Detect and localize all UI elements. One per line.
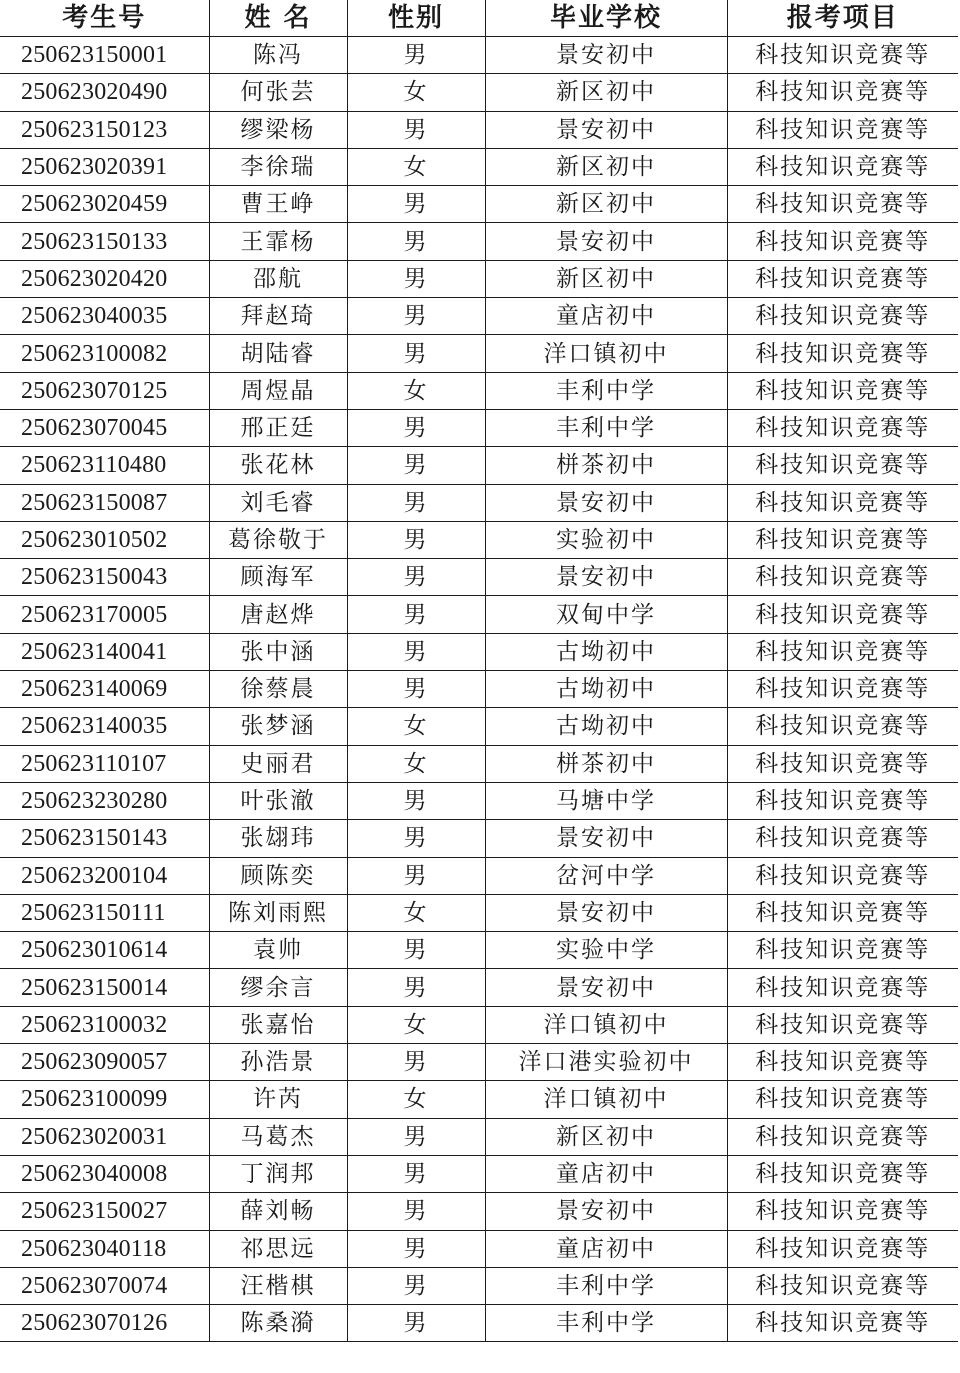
event-cell: 科技知识竞赛等 <box>727 223 958 260</box>
student-name-cell: 张梦涵 <box>209 708 347 745</box>
student-name-cell: 顾海军 <box>209 559 347 596</box>
student-name-cell: 马葛杰 <box>209 1118 347 1155</box>
gender-cell: 男 <box>347 633 485 670</box>
event-cell: 科技知识竞赛等 <box>727 708 958 745</box>
event-cell: 科技知识竞赛等 <box>727 596 958 633</box>
school-cell: 实验初中 <box>485 521 727 558</box>
gender-cell: 男 <box>347 484 485 521</box>
event-cell: 科技知识竞赛等 <box>727 969 958 1006</box>
gender-cell: 男 <box>347 298 485 335</box>
gender-cell: 男 <box>347 1044 485 1081</box>
table-body <box>0 37 958 1342</box>
student-name-cell: 张花林 <box>209 447 347 484</box>
school-cell: 童店初中 <box>485 1155 727 1192</box>
event-cell: 科技知识竞赛等 <box>727 298 958 335</box>
exam-number-cell: 250623150111 <box>0 894 209 931</box>
gender-cell: 男 <box>347 1155 485 1192</box>
table-row <box>0 223 958 260</box>
school-cell: 新区初中 <box>485 1118 727 1155</box>
school-cell: 景安初中 <box>485 820 727 857</box>
exam-number-cell: 250623070045 <box>0 409 209 446</box>
student-name-cell: 薛刘畅 <box>209 1193 347 1230</box>
exam-number-cell: 250623100032 <box>0 1006 209 1043</box>
event-cell: 科技知识竞赛等 <box>727 1155 958 1192</box>
school-cell: 新区初中 <box>485 148 727 185</box>
gender-cell: 男 <box>347 521 485 558</box>
exam-number-cell: 250623110480 <box>0 447 209 484</box>
exam-number-cell: 250623140069 <box>0 671 209 708</box>
exam-number-cell: 250623150123 <box>0 111 209 148</box>
event-cell: 科技知识竞赛等 <box>727 260 958 297</box>
student-name-cell: 缪余言 <box>209 969 347 1006</box>
table-row <box>0 559 958 596</box>
student-name-cell: 袁帅 <box>209 932 347 969</box>
gender-cell: 女 <box>347 1081 485 1118</box>
school-cell: 洋口港实验初中 <box>485 1044 727 1081</box>
school-cell: 丰利中学 <box>485 372 727 409</box>
school-cell: 景安初中 <box>485 559 727 596</box>
event-cell: 科技知识竞赛等 <box>727 820 958 857</box>
event-cell: 科技知识竞赛等 <box>727 1081 958 1118</box>
header-school: 毕业学校 <box>485 0 727 37</box>
school-cell: 实验中学 <box>485 932 727 969</box>
table-row <box>0 1044 958 1081</box>
school-cell: 丰利中学 <box>485 409 727 446</box>
gender-cell: 女 <box>347 1006 485 1043</box>
event-cell: 科技知识竞赛等 <box>727 1044 958 1081</box>
gender-cell: 男 <box>347 260 485 297</box>
gender-cell: 男 <box>347 559 485 596</box>
school-cell: 新区初中 <box>485 74 727 111</box>
table-row <box>0 74 958 111</box>
table-row <box>0 186 958 223</box>
school-cell: 景安初中 <box>485 223 727 260</box>
table-row <box>0 521 958 558</box>
gender-cell: 男 <box>347 335 485 372</box>
gender-cell: 男 <box>347 1118 485 1155</box>
exam-number-cell: 250623100082 <box>0 335 209 372</box>
gender-cell: 女 <box>347 148 485 185</box>
gender-cell: 男 <box>347 223 485 260</box>
event-cell: 科技知识竞赛等 <box>727 1267 958 1304</box>
exam-number-cell: 250623230280 <box>0 782 209 819</box>
event-cell: 科技知识竞赛等 <box>727 484 958 521</box>
school-cell: 岔河中学 <box>485 857 727 894</box>
table-row <box>0 857 958 894</box>
gender-cell: 男 <box>347 1305 485 1342</box>
gender-cell: 女 <box>347 745 485 782</box>
table-row <box>0 1230 958 1267</box>
exam-number-cell: 250623170005 <box>0 596 209 633</box>
exam-number-cell: 250623100099 <box>0 1081 209 1118</box>
school-cell: 洋口镇初中 <box>485 1006 727 1043</box>
school-cell: 丰利中学 <box>485 1267 727 1304</box>
event-cell: 科技知识竞赛等 <box>727 447 958 484</box>
exam-number-cell: 250623150027 <box>0 1193 209 1230</box>
header-name: 姓 名 <box>209 0 347 37</box>
student-name-cell: 葛徐敬于 <box>209 521 347 558</box>
student-name-cell: 祁思远 <box>209 1230 347 1267</box>
student-name-cell: 陈桑漪 <box>209 1305 347 1342</box>
event-cell: 科技知识竞赛等 <box>727 1118 958 1155</box>
student-name-cell: 缪梁杨 <box>209 111 347 148</box>
header-row <box>0 0 958 37</box>
school-cell: 景安初中 <box>485 37 727 74</box>
table-row <box>0 372 958 409</box>
student-name-cell: 许芮 <box>209 1081 347 1118</box>
table-row <box>0 335 958 372</box>
gender-cell: 女 <box>347 894 485 931</box>
event-cell: 科技知识竞赛等 <box>727 372 958 409</box>
gender-cell: 男 <box>347 1230 485 1267</box>
school-cell: 双甸中学 <box>485 596 727 633</box>
school-cell: 景安初中 <box>485 1193 727 1230</box>
exam-number-cell: 250623140041 <box>0 633 209 670</box>
table-row <box>0 148 958 185</box>
header-exam-number: 考生号 <box>0 0 209 37</box>
table-row <box>0 111 958 148</box>
exam-number-cell: 250623140035 <box>0 708 209 745</box>
exam-number-cell: 250623020490 <box>0 74 209 111</box>
student-name-cell: 邢正廷 <box>209 409 347 446</box>
school-cell: 栟茶初中 <box>485 447 727 484</box>
student-name-cell: 张翃玮 <box>209 820 347 857</box>
school-cell: 古坳初中 <box>485 708 727 745</box>
school-cell: 新区初中 <box>485 186 727 223</box>
school-cell: 新区初中 <box>485 260 727 297</box>
event-cell: 科技知识竞赛等 <box>727 148 958 185</box>
student-name-cell: 刘毛睿 <box>209 484 347 521</box>
gender-cell: 男 <box>347 857 485 894</box>
table-row <box>0 1305 958 1342</box>
school-cell: 景安初中 <box>485 484 727 521</box>
table-row <box>0 596 958 633</box>
event-cell: 科技知识竞赛等 <box>727 74 958 111</box>
table-row <box>0 782 958 819</box>
table-row <box>0 409 958 446</box>
school-cell: 古坳初中 <box>485 671 727 708</box>
exam-number-cell: 250623150001 <box>0 37 209 74</box>
exam-number-cell: 250623010502 <box>0 521 209 558</box>
table-row <box>0 745 958 782</box>
table-row <box>0 633 958 670</box>
table-row <box>0 1081 958 1118</box>
student-name-cell: 汪楷棋 <box>209 1267 347 1304</box>
exam-number-cell: 250623070126 <box>0 1305 209 1342</box>
table-row <box>0 447 958 484</box>
student-name-cell: 顾陈奕 <box>209 857 347 894</box>
school-cell: 丰利中学 <box>485 1305 727 1342</box>
exam-number-cell: 250623010614 <box>0 932 209 969</box>
student-name-cell: 周煜晶 <box>209 372 347 409</box>
school-cell: 童店初中 <box>485 298 727 335</box>
school-cell: 马塘中学 <box>485 782 727 819</box>
gender-cell: 男 <box>347 409 485 446</box>
gender-cell: 女 <box>347 74 485 111</box>
event-cell: 科技知识竞赛等 <box>727 1006 958 1043</box>
table-row <box>0 484 958 521</box>
gender-cell: 男 <box>347 111 485 148</box>
student-name-cell: 胡陆睿 <box>209 335 347 372</box>
table-row <box>0 894 958 931</box>
event-cell: 科技知识竞赛等 <box>727 111 958 148</box>
exam-number-cell: 250623020420 <box>0 260 209 297</box>
exam-number-cell: 250623040035 <box>0 298 209 335</box>
table-header <box>0 0 958 37</box>
exam-number-cell: 250623150143 <box>0 820 209 857</box>
student-name-cell: 陈刘雨熙 <box>209 894 347 931</box>
student-name-cell: 张嘉怡 <box>209 1006 347 1043</box>
school-cell: 景安初中 <box>485 969 727 1006</box>
exam-number-cell: 250623150087 <box>0 484 209 521</box>
student-name-cell: 何张芸 <box>209 74 347 111</box>
exam-number-cell: 250623020391 <box>0 148 209 185</box>
school-cell: 景安初中 <box>485 111 727 148</box>
gender-cell: 男 <box>347 671 485 708</box>
table-row <box>0 1118 958 1155</box>
table-row <box>0 37 958 74</box>
exam-number-cell: 250623110107 <box>0 745 209 782</box>
student-name-cell: 邵航 <box>209 260 347 297</box>
table-row <box>0 969 958 1006</box>
event-cell: 科技知识竞赛等 <box>727 782 958 819</box>
gender-cell: 男 <box>347 932 485 969</box>
gender-cell: 女 <box>347 372 485 409</box>
event-cell: 科技知识竞赛等 <box>727 559 958 596</box>
student-name-cell: 王霏杨 <box>209 223 347 260</box>
event-cell: 科技知识竞赛等 <box>727 37 958 74</box>
gender-cell: 男 <box>347 186 485 223</box>
event-cell: 科技知识竞赛等 <box>727 1305 958 1342</box>
event-cell: 科技知识竞赛等 <box>727 1230 958 1267</box>
student-name-cell: 丁润邦 <box>209 1155 347 1192</box>
student-name-cell: 陈冯 <box>209 37 347 74</box>
gender-cell: 男 <box>347 596 485 633</box>
table-row <box>0 1267 958 1304</box>
gender-cell: 女 <box>347 708 485 745</box>
table-row <box>0 260 958 297</box>
gender-cell: 男 <box>347 37 485 74</box>
table-row <box>0 671 958 708</box>
student-name-cell: 孙浩景 <box>209 1044 347 1081</box>
student-name-cell: 史丽君 <box>209 745 347 782</box>
exam-number-cell: 250623020031 <box>0 1118 209 1155</box>
school-cell: 景安初中 <box>485 894 727 931</box>
exam-number-cell: 250623020459 <box>0 186 209 223</box>
student-name-cell: 徐蔡晨 <box>209 671 347 708</box>
exam-number-cell: 250623150043 <box>0 559 209 596</box>
student-name-cell: 拜赵琦 <box>209 298 347 335</box>
header-event: 报考项目 <box>727 0 958 37</box>
event-cell: 科技知识竞赛等 <box>727 633 958 670</box>
exam-number-cell: 250623040118 <box>0 1230 209 1267</box>
event-cell: 科技知识竞赛等 <box>727 857 958 894</box>
table-row <box>0 708 958 745</box>
exam-number-cell: 250623070125 <box>0 372 209 409</box>
event-cell: 科技知识竞赛等 <box>727 186 958 223</box>
school-cell: 古坳初中 <box>485 633 727 670</box>
gender-cell: 男 <box>347 820 485 857</box>
student-name-cell: 叶张澈 <box>209 782 347 819</box>
exam-number-cell: 250623150014 <box>0 969 209 1006</box>
gender-cell: 男 <box>347 969 485 1006</box>
school-cell: 童店初中 <box>485 1230 727 1267</box>
school-cell: 洋口镇初中 <box>485 1081 727 1118</box>
event-cell: 科技知识竞赛等 <box>727 932 958 969</box>
school-cell: 栟茶初中 <box>485 745 727 782</box>
event-cell: 科技知识竞赛等 <box>727 409 958 446</box>
exam-number-cell: 250623040008 <box>0 1155 209 1192</box>
school-cell: 洋口镇初中 <box>485 335 727 372</box>
header-gender: 性别 <box>347 0 485 37</box>
student-name-cell: 唐赵烨 <box>209 596 347 633</box>
student-name-cell: 李徐瑞 <box>209 148 347 185</box>
gender-cell: 男 <box>347 782 485 819</box>
table-row <box>0 1155 958 1192</box>
student-name-cell: 张中涵 <box>209 633 347 670</box>
event-cell: 科技知识竞赛等 <box>727 335 958 372</box>
table-row <box>0 1006 958 1043</box>
exam-number-cell: 250623090057 <box>0 1044 209 1081</box>
table-row <box>0 298 958 335</box>
event-cell: 科技知识竞赛等 <box>727 894 958 931</box>
event-cell: 科技知识竞赛等 <box>727 1193 958 1230</box>
table-row <box>0 932 958 969</box>
exam-number-cell: 250623070074 <box>0 1267 209 1304</box>
event-cell: 科技知识竞赛等 <box>727 521 958 558</box>
gender-cell: 男 <box>347 447 485 484</box>
event-cell: 科技知识竞赛等 <box>727 671 958 708</box>
table-row <box>0 820 958 857</box>
exam-number-cell: 250623200104 <box>0 857 209 894</box>
exam-number-cell: 250623150133 <box>0 223 209 260</box>
table-row <box>0 1193 958 1230</box>
student-name-cell: 曹王峥 <box>209 186 347 223</box>
event-cell: 科技知识竞赛等 <box>727 745 958 782</box>
gender-cell: 男 <box>347 1193 485 1230</box>
gender-cell: 男 <box>347 1267 485 1304</box>
